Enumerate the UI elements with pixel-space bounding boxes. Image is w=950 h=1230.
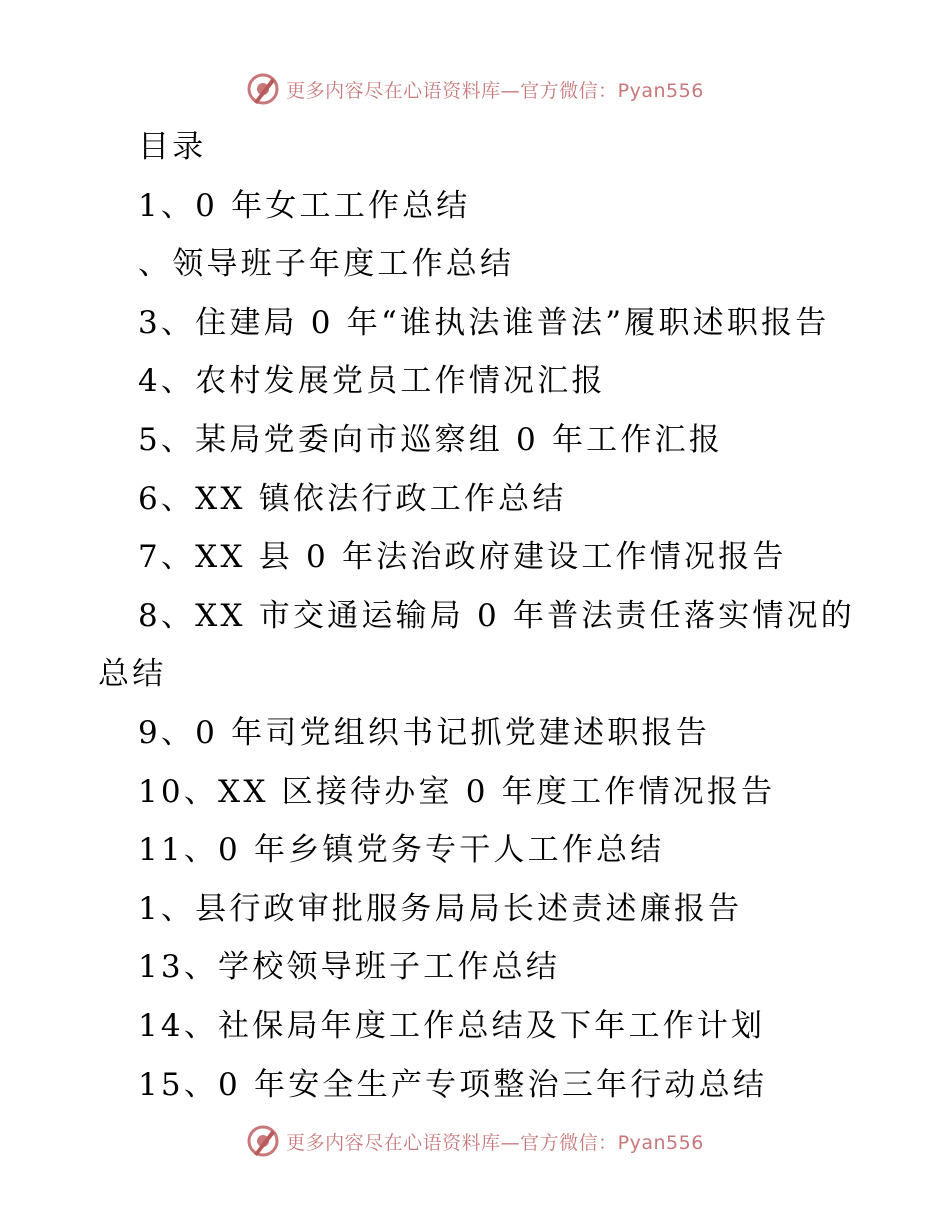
toc-title: 目录 [138,129,207,165]
toc-item: 9、0 年司党组织书记抓党建述职报告 [138,714,710,751]
toc-item: 4、农村发展党员工作情况汇报 [138,363,606,400]
toc-item: 7、XX 县 0 年法治政府建设工作情况报告 [138,539,787,576]
document-body [0,118,950,1114]
toc-item: 10、XX 区接待办室 0 年度工作情况报告 [138,773,776,810]
toc-item: 14、社保局年度工作总结及下年工作计划 [138,1007,766,1044]
toc-item: 1、县行政审批服务局局长述责述廉报告 [138,890,743,927]
toc-item: 、领导班子年度工作总结 [138,246,515,283]
toc-item: 11、0 年乡镇党务专干人工作总结 [138,832,665,869]
footer-watermark [0,1124,950,1158]
toc-item-continuation: 总结 [98,656,167,693]
toc-item: 8、XX 市交通运输局 0 年普法责任落实情况的 [138,597,855,634]
toc-item: 6、XX 镇依法行政工作总结 [138,480,567,517]
pen-logo-icon [246,72,280,106]
toc-item: 1、0 年女工工作总结 [138,187,471,224]
toc-item: 5、某局党委向市巡察组 0 年工作汇报 [138,421,723,458]
footer-watermark-text: 更多内容尽在心语资料库—官方微信：Pyan556 [286,1131,704,1154]
header-watermark [0,72,950,106]
toc-item: 3、住建局 0 年“谁执法谁普法”履职述职报告 [138,304,830,341]
toc-item: 15、0 年安全生产专项整治三年行动总结 [138,1066,768,1103]
header-watermark-text: 更多内容尽在心语资料库—官方微信：Pyan556 [286,79,704,102]
toc-item: 13、学校领导班子工作总结 [138,949,561,986]
pen-logo-icon [246,1124,280,1158]
